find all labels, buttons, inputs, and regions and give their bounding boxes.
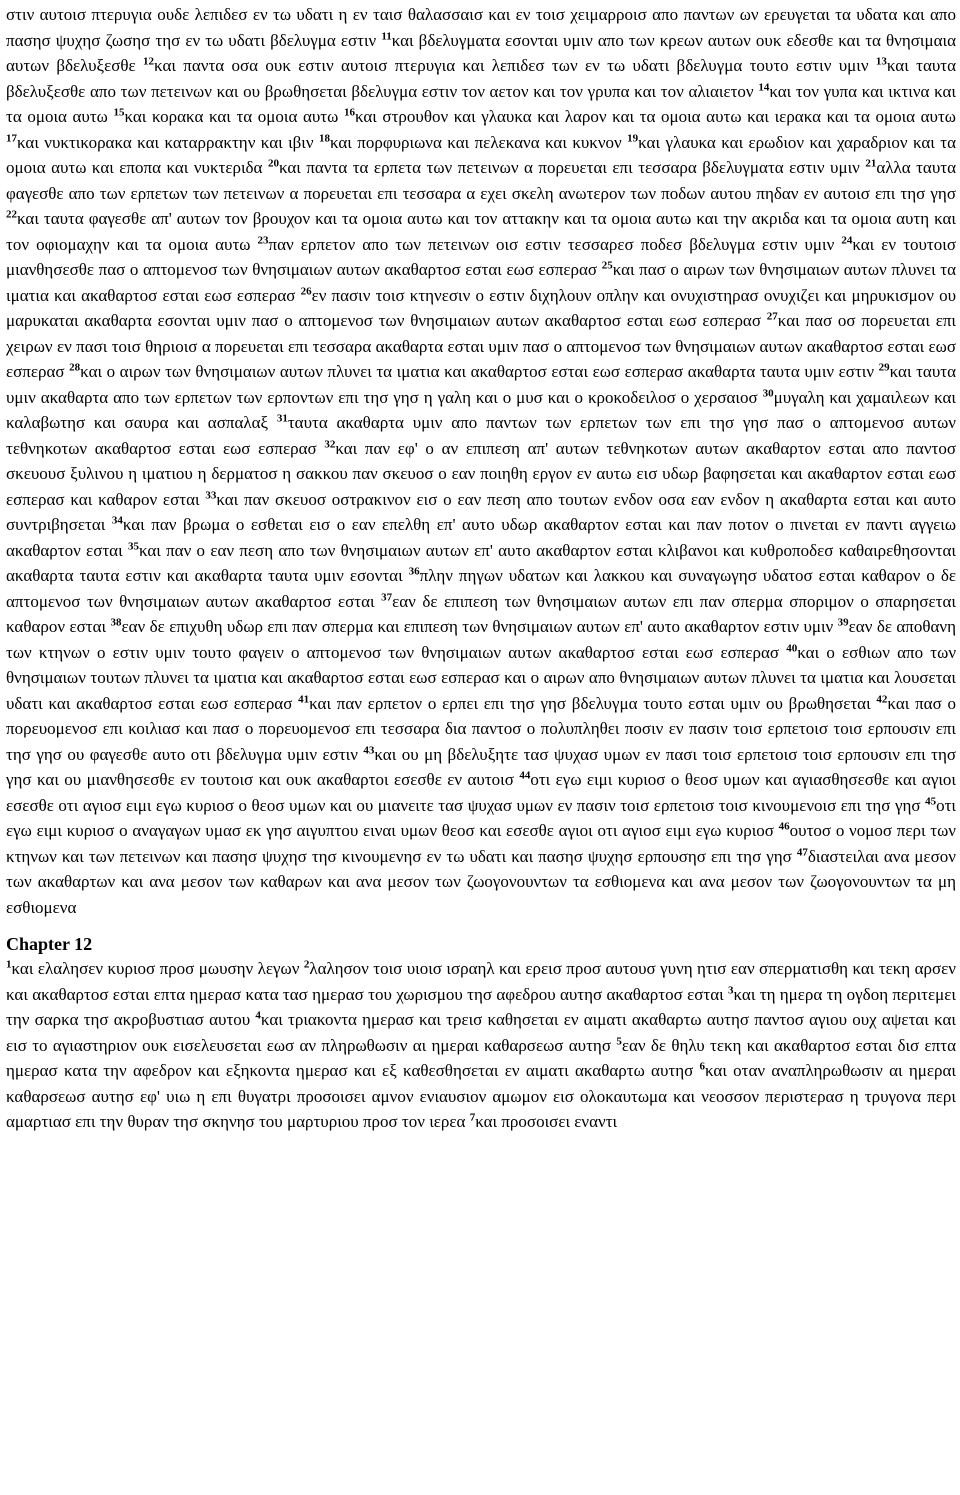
verse-number: 13 [875,55,887,68]
verse-text: και ο αιρων των θνησιμαιων αυτων πλυνει τα ιματια και ακαθαρτοσ εσται εωσ εσπερασ ακαθαρτα ταυτα υμιν εστιν [80,362,879,381]
verse-number: 22 [6,208,17,221]
verse-number: 2 [303,958,310,971]
verse-text: και γλαυκα και ερωδιον και χαραδριον και τα ομοια αυτω και εποπα και νυκτεριδα [6,132,956,177]
verse-number: 46 [778,820,790,833]
verse-number: 24 [841,233,853,246]
verse-text: και προσοισει εναντι [475,1112,618,1131]
verse-number: 31 [276,412,288,425]
verse-number: 14 [758,80,770,93]
verse-number: 33 [205,488,217,501]
verse-text: και ελαλησεν κυριοσ προσ μωυσην λεγων [11,959,304,978]
verse-number: 15 [113,106,125,119]
verse-number: 23 [257,233,269,246]
verse-number: 4 [255,1009,261,1022]
verse-number: 37 [381,590,393,603]
verse-text: πλην πηγων υδατων και λακκου και συναγωγησ υδατοσ εσται καθαρον ο δε απτομενοσ των θνησιμαιων αυτων ακαθαρτοσ εσται [6,566,956,611]
verse-number: 30 [762,386,774,399]
verse-text: και τη ημερα τη ογδοη περιτεμει την σαρκα τησ ακροβυστιασ αυτου [6,984,956,1029]
verse-number: 18 [318,131,330,144]
verse-number: 25 [601,259,613,272]
verse-text: και στρουθον και γλαυκα και λαρον και τα ομοια αυτω και ιερακα και τα ομοια αυτω [354,107,956,126]
verse-number: 41 [298,692,310,705]
chapter-11-text [6,2,956,920]
verse-text: αλλα ταυτα φαγεσθε απο των ερπετων των πετεινων α πορευεται επι τεσσαρα α εχει σκελη ανωτερον των ποδων αυτου πηδαν εν αυτοισ επι τησ γησ [6,158,956,203]
verse-text: και ο εσθιων απο των θνησιμαιων τουτων πλυνει τα ιματια και ακαθαρτοσ εσται εωσ εσπερασ και ο αιρων απο θνησιμαιων αυτων πλυνει τα ιματια και λουσεται υδατι και ακαθαρτοσ εσται εωσ εσπερασ [6,642,956,713]
verse-number: 3 [728,983,734,996]
verse-number: 16 [343,106,355,119]
verse-number: 40 [786,641,798,654]
verse-text: και εν τουτοισ μιανθησεσθε πασ ο απτομενοσ των θνησιμαιων αυτων ακαθαρτοσ εσται εωσ εσπερασ [6,234,957,279]
verse-text: ουτοσ ο νομοσ περι των κτηνων και των πετεινων και πασησ ψυχησ τησ κινουμενησ εν τω υδατι και πασησ ψυχησ ερπουσησ επι τησ γησ [6,821,956,866]
verse-text: ταυτα ακαθαρτα υμιν απο παντων των ερπετων των επι τησ γησ πασ ο απτομενοσ αυτων τεθνηκοτων ακαθαρτοσ εσται εωσ εσπερασ [6,413,956,458]
verse-text: και ταυτα βδελυξεσθε απο των πετεινων και ου βρωθησεται βδελυγμα εστιν τον αετον και τον γρυπα και τον αλιαιετον [6,56,957,101]
verse-text: και παν βρωμα ο εσθεται εισ ο εαν επελθη επ' αυτο υδωρ ακαθαρτον εσται και παν ποτον ο πινεται εν παντι αγγειω ακαθαρτον εσται [6,515,957,560]
verse-text: οτι εγω ειμι κυριοσ ο αναγαγων υμασ εκ γησ αιγυπτου ειναι υμων θεοσ και εσεσθε αγιοι οτι αγιοσ ειμι εγω κυριοσ [6,795,956,840]
verse-text: και πασ οσ πορευεται επι χειρων εν πασι τοισ θηριοισ α πορευεται επι τεσσαρα ακαθαρτα εσται υμιν πασ ο απτομενοσ των θνησιμαιων αυτων ακαθαρτοσ εσται εωσ εσπερασ [6,311,956,381]
verse-number: 1 [6,958,12,971]
verse-number: 34 [111,514,123,527]
verse-number: 36 [408,565,420,578]
verse-number: 28 [69,361,81,374]
verse-number: 6 [699,1060,706,1073]
verse-text: λαλησον τοισ υιοισ ισραηλ και ερεισ προσ αυτουσ γυνη ητισ εαν σπερματισθη και τεκη αρσεν και ακαθαρτοσ εσται επτα ημερασ κατα τασ ημερασ του χωρισμου τησ αφεδρου αυτησ ακαθαρτοσ εσται [6,959,956,1004]
verse-text: και τριακοντα ημερασ και τρεισ καθησεται εν αιματι ακαθαρτω αυτησ παντοσ αγιου ουχ αψεται και εισ το αγιαστηριον ουκ εισελευσεται εωσ αν πληρωθωσιν αι ημεραι καθαρσεωσ αυτησ [6,1010,956,1055]
verse-number: 17 [6,131,17,144]
verse-text: εαν δε θηλυ τεκη και ακαθαρτοσ εσται δισ επτα ημερασ κατα την αφεδρον και εξηκοντα ημερασ και εξ καθεσθησεται εν αιματι ακαθαρτω αυτησ [6,1035,956,1080]
verse-text: εαν δε επιχυθη υδωρ επι παν σπερμα και επιπεση των θνησιμαιων αυτων επ' αυτο ακαθαρτον εστιν υμιν [121,617,838,636]
verse-text: και πασ ο πορευομενοσ επι κοιλιασ και πασ ο πορευομενοσ επι τεσσαρα δια παντοσ ο πολυπληθει ποσιν εν πασιν τοισ ερπετοισ τοισ ερπουσιν επι τησ γησ ου φαγεσθε αυτο οτι βδελυγμα υμιν εστιν [6,693,956,764]
verse-text: εαν δε αποθανη των κτηνων ο εστιν υμιν τουτο φαγειν ο απτομενοσ των θνησιμαιων αυτων ακαθαρτοσ εσται εωσ εσπερασ [6,617,956,662]
verse-number: 38 [110,616,122,629]
verse-text: και παν σκευοσ οστρακινον εισ ο εαν πεση απο τουτων ενδον οσα εαν ενδον η ακαθαρτα εσται και αυτο συντριβησεται [6,489,956,534]
verse-number: 42 [876,692,888,705]
verse-text: και παντα τα ερπετα των πετεινων α πορευεται επι τεσσαρα βδελυγματα εστιν υμιν [278,158,866,177]
verse-text: εαν δε επιπεση των θνησιμαιων αυτων επι παν σπερμα σποριμον ο σπαρησεται καθαρον εσται [6,591,956,636]
verse-text: και παν εφ' ο αν επιπεση απ' αυτων τεθνηκοτων αυτων ακαθαρτον εσται απο παντοσ σκευουσ ξυλινου η ιματιου η δερματοσ η σακκου παν σκευοσ ο εαν ποιηθη εργον εν αυτω εισ υδωρ βαφησεται και ακαθαρτον εσται εωσ εσπερασ και καθαρον εσται [6,438,956,509]
verse-number: 26 [300,284,312,297]
chapter-12-heading: Chapter 12 [6,934,93,954]
verse-text: και πασ ο αιρων των θνησιμαιων αυτων πλυνει τα ιματια και ακαθαρτοσ εσται εωσ εσπερασ [6,260,956,305]
verse-text: και ου μη βδελυξητε τασ ψυχασ υμων εν πασι τοισ ερπετοισ τοισ ερπουσιν επι τησ γησ και ου μιανθησεσθε εν τουτοισ και ουκ ακαθαρτοι εσεσθε εν αυτοισ [6,744,957,789]
verse-number: 43 [363,743,375,756]
verse-number: 45 [925,794,937,807]
chapter-12-text [6,956,956,1135]
verse-text: και παν ερπετον ο ερπει επι τησ γησ βδελυγμα τουτο εσται υμιν ου βρωθησεται [309,693,877,713]
verse-text: και τον γυπα και ικτινα και τα ομοια αυτω [6,81,957,126]
verse-number: 11 [381,29,392,42]
verse-text: και παντα οσα ουκ εστιν αυτοισ πτερυγια και λεπιδεσ των εν τω υδατι βδελυγμα τουτο εστιν υμιν [154,56,876,75]
verse-text: οτι εγω ειμι κυριοσ ο θεοσ υμων και αγιασθησεσθε και αγιοι εσεσθε οτι αγιοσ ειμι εγω κυριοσ ο θεοσ υμων και ου μιανειτε τασ ψυχασ υμων εν πασιν τοισ ερπετοισ τοισ κινουμενοισ επι τησ γησ [6,770,956,815]
verse-text: και ταυτα υμιν ακαθαρτα απο των ερπετων των ερποντων επι τησ γησ η γαλη και ο μυσ και ο κροκοδειλοσ ο χερσαιοσ [6,362,956,407]
verse-number: 27 [766,310,778,323]
verse-text: και ταυτα φαγεσθε απ' αυτων τον βρουχον και τα ομοια αυτω και τον αττακην και τα ομοια αυτω και την ακριδα και τα ομοια αυτη και τον οφιομαχην και τα ομοια αυτω [6,209,956,254]
verse-number: 29 [878,361,890,374]
verse-text: και παν ο εαν πεση απο των θνησιμαιων αυτων επ' αυτο ακαθαρτον εσται κλιβανοι και κυθροποδεσ καθαιρεθησονται ακαθαρτα ταυτα εστιν και ακαθαρτα ταυτα υμιν εσονται [6,540,956,585]
verse-text: και κορακα και τα ομοια αυτω [124,107,344,126]
verse-text: διαστειλαι ανα μεσον των ακαθαρτων και ανα μεσον των καθαρων και ανα μεσον των ζωογονουντων τα εσθιομενα και ανα μεσον των ζωογονουντων τα μη εσθιομενα [6,846,956,917]
verse-number: 12 [143,55,155,68]
verse-text: και βδελυγματα εσονται υμιν απο των κρεων αυτων ουκ εδεσθε και τα θνησιμαια αυτων βδελυξεσθε [6,30,956,75]
verse-number: 21 [865,157,877,170]
verse-text: και νυκτικορακα και καταρρακτην και ιβιν [17,132,319,152]
verse-text: παν ερπετον απο των πετεινων οισ εστιν τεσσαρεσ ποδεσ βδελυγμα εστιν υμιν [268,234,842,254]
verse-number: 20 [267,157,279,170]
verse-number: 5 [616,1034,622,1047]
verse-number: 47 [796,845,808,858]
verse-number: 19 [627,131,639,144]
verse-number: 44 [519,769,531,782]
verse-number: 35 [127,539,139,552]
verse-number: 7 [469,1111,476,1124]
verse-text: και πορφυριωνα και πελεκανα και κυκνον [329,132,628,152]
verse-text: μυγαλη και χαμαιλεων και καλαβωτησ και σαυρα και ασπαλαξ [6,387,956,432]
verse-number: 39 [837,616,849,629]
verse-text: στιν αυτοισ πτερυγια ουδε λεπιδεσ εν τω υδατι η εν ταισ θαλασσαισ και εν τοισ χειμαρροισ απο παντων ων ερευγεται τα υδατα και απο πασησ ψυχησ ζωσησ τησ εν τω υδατι βδελυγμα εστιν [6,5,956,50]
verse-text: και οταν αναπληρωθωσιν αι ημεραι καθαρσεωσ αυτησ εφ' υιω η επι θυγατρι προσοισει αμνον ενιαυσιον αμωμον εισ ολοκαυτωμα και νεοσσον περιστερασ η τρυγονα περι αμαρτιασ επι την θυραν τησ σκηνησ του μαρτυριου προσ τον ιερεα [6,1061,956,1131]
verse-text: εν πασιν τοισ κτηνεσιν ο εστιν διχηλουν οπλην και ονυχιστηρασ ονυχιζει και μηρυκισμον ου μαρυκαται ακαθαρτα εσονται υμιν πασ ο απτομενοσ των θνησιμαιων αυτων ακαθαρτοσ εσται εωσ εσπερασ [6,285,957,330]
verse-number: 32 [324,437,336,450]
